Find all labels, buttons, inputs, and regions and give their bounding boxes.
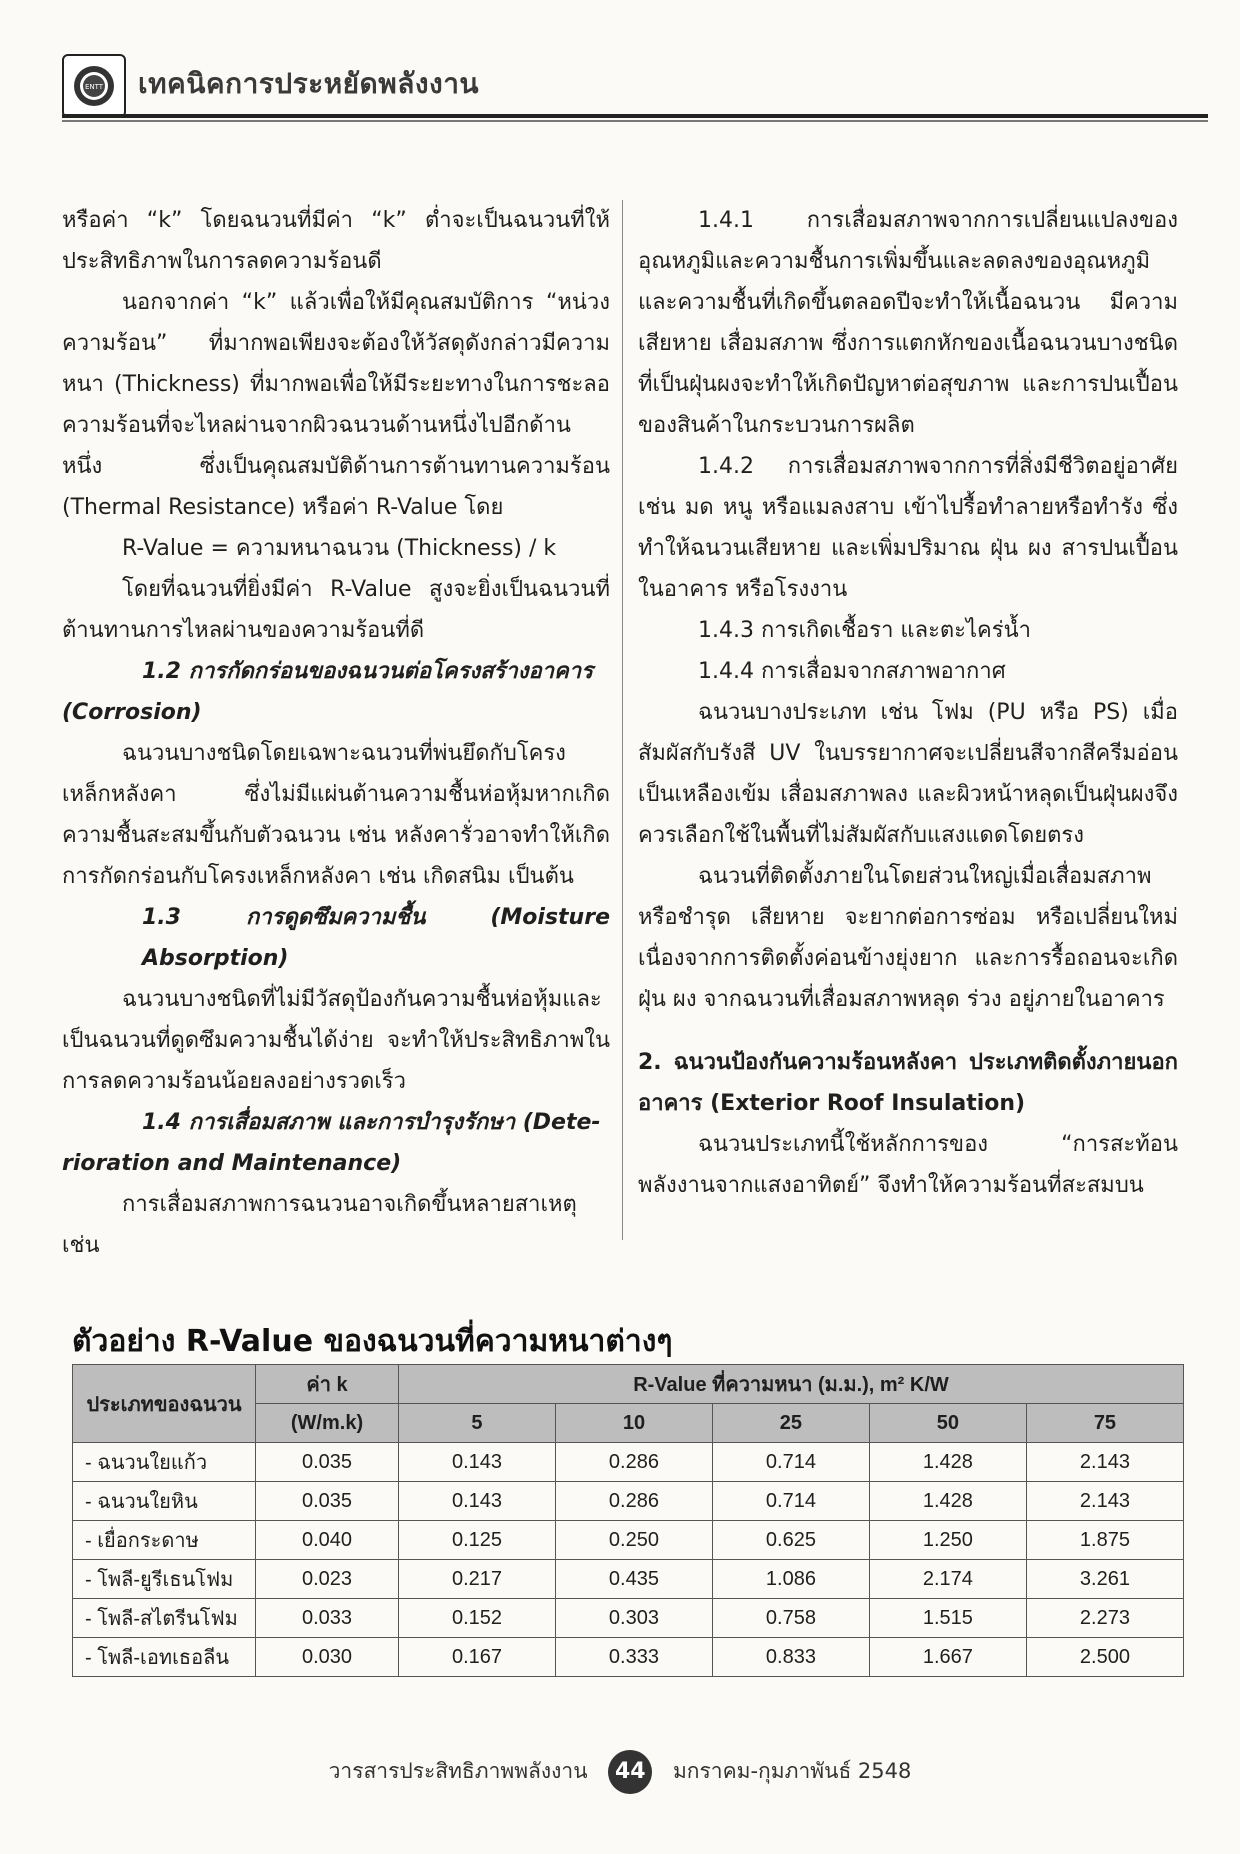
r-value-cell: 1.515 — [869, 1599, 1026, 1638]
r-value-table — [72, 1364, 1184, 1677]
paragraph: 1.4.2 การเสื่อมสภาพจากการที่สิ่งมีชีวิตอยู่อาศัย เช่น มด หนู หรือแมลงสาบ เข้าไปรื้อทำลายหรือทำรัง ซึ่งทำให้ฉนวนเสียหาย และเพิ่มปริมาณ ฝุ่น ผง สารปนเปื้อนในอาคาร หรือโรงงาน — [638, 454, 1178, 602]
table-row — [73, 1521, 1184, 1560]
k-value: 0.033 — [256, 1599, 399, 1638]
paragraph: ฉนวนที่ติดตั้งภายในโดยส่วนใหญ่เมื่อเสื่อมสภาพหรือชำรุด เสียหาย จะยากต่อการซ่อม หรือเปลี่ยนใหม่เนื่องจากการติดตั้งค่อนข้างยุ่งยาก และการรื้อถอนจะเกิดฝุ่น ผง จากฉนวนที่เสื่อมสภาพหลุด ร่วง อยู่ภายในอาคาร — [638, 864, 1178, 1012]
col-header-type: ประเภทของฉนวน — [73, 1365, 256, 1443]
r-value-cell: 0.714 — [712, 1482, 869, 1521]
col-header-k-unit: (W/m.k) — [256, 1404, 399, 1443]
header-divider — [62, 114, 1208, 118]
thickness-header: 5 — [399, 1404, 556, 1443]
table-row — [73, 1638, 1184, 1677]
table-row — [73, 1599, 1184, 1638]
r-value-cell: 0.143 — [399, 1482, 556, 1521]
svg-text:ENTT: ENTT — [84, 83, 104, 91]
insulation-type: - เยื่อกระดาษ — [73, 1521, 256, 1560]
r-value-cell: 0.286 — [555, 1443, 712, 1482]
paragraph: หรือค่า “k” โดยฉนวนที่มีค่า “k” ต่ำจะเป็นฉนวนที่ให้ประสิทธิภาพในการลดความร้อนดี — [62, 208, 610, 274]
k-value: 0.023 — [256, 1560, 399, 1599]
r-value-cell: 1.875 — [1026, 1521, 1183, 1560]
k-value: 0.035 — [256, 1443, 399, 1482]
table-title: ตัวอย่าง R-Value ของฉนวนที่ความหนาต่างๆ — [72, 1324, 673, 1359]
thickness-header: 50 — [869, 1404, 1026, 1443]
r-value-cell: 0.217 — [399, 1560, 556, 1599]
r-value-cell: 0.152 — [399, 1599, 556, 1638]
r-value-cell: 1.428 — [869, 1443, 1026, 1482]
col-header-r-value: R-Value ที่ความหนา (ม.ม.), m² K/W — [399, 1365, 1184, 1404]
table-row — [73, 1443, 1184, 1482]
page-header — [38, 40, 1208, 120]
table-row — [73, 1482, 1184, 1521]
emblem-icon — [72, 64, 116, 108]
subheading-1-4: 1.4 การเสื่อมสภาพ และการบำรุงรักษา (Dete- — [142, 1110, 601, 1135]
issue-date: มกราคม-กุมภาพันธ์ 2548 — [672, 1759, 912, 1783]
r-value-cell: 0.758 — [712, 1599, 869, 1638]
r-value-cell: 0.250 — [555, 1521, 712, 1560]
page-footer — [0, 1750, 1240, 1794]
r-value-cell: 3.261 — [1026, 1560, 1183, 1599]
insulation-type: - โพลี-สไตรีนโฟม — [73, 1599, 256, 1638]
left-column — [62, 200, 610, 1266]
k-value: 0.040 — [256, 1521, 399, 1560]
r-value-cell: 0.833 — [712, 1638, 869, 1677]
subheading-1-2-cont: (Corrosion) — [62, 700, 202, 725]
subheading-1-4-cont: rioration and Maintenance) — [62, 1151, 402, 1176]
r-value-cell: 1.667 — [869, 1638, 1026, 1677]
right-column — [638, 200, 1178, 1206]
r-value-cell: 2.273 — [1026, 1599, 1183, 1638]
r-value-cell: 1.250 — [869, 1521, 1026, 1560]
paragraph: โดยที่ฉนวนที่ยิ่งมีค่า R-Value สูงจะยิ่งเป็นฉนวนที่ต้านทานการไหลผ่านของความร้อนที่ดี — [62, 577, 610, 643]
subheading-1-2: 1.2 การกัดกร่อนของฉนวนต่อโครงสร้างอาคาร — [142, 659, 593, 684]
page-number: 44 — [608, 1750, 652, 1794]
r-value-cell: 2.174 — [869, 1560, 1026, 1599]
k-value: 0.030 — [256, 1638, 399, 1677]
column-divider — [622, 200, 623, 1240]
r-value-cell: 0.143 — [399, 1443, 556, 1482]
r-value-cell: 0.435 — [555, 1560, 712, 1599]
r-value-cell: 0.303 — [555, 1599, 712, 1638]
formula: R-Value = ความหนาฉนวน (Thickness) / k — [122, 536, 557, 561]
section-heading-2: 2. ฉนวนป้องกันความร้อนหลังคา ประเภทติดตั้งภายนอกอาคาร (Exterior Roof Insulation) — [638, 1050, 1178, 1116]
subheading-1-3: 1.3 การดูดซึมความชื้น (Moisture Absorption) — [142, 905, 610, 971]
paragraph: ฉนวนบางชนิดที่ไม่มีวัสดุป้องกันความชื้นห่อหุ้มและเป็นฉนวนที่ดูดซึมความชื้นได้ง่าย จะทำให้ประสิทธิภาพในการลดความร้อนน้อยลงอย่างรวดเร็ว — [62, 987, 610, 1094]
table-row — [73, 1560, 1184, 1599]
header-divider-thin — [62, 120, 1208, 122]
thickness-header: 10 — [555, 1404, 712, 1443]
r-value-cell: 2.143 — [1026, 1443, 1183, 1482]
insulation-type: - โพลี-ยูรีเธนโฟม — [73, 1560, 256, 1599]
logo — [62, 54, 126, 118]
r-value-cell: 2.143 — [1026, 1482, 1183, 1521]
r-value-cell: 0.714 — [712, 1443, 869, 1482]
k-value: 0.035 — [256, 1482, 399, 1521]
thickness-header: 75 — [1026, 1404, 1183, 1443]
col-header-k: ค่า k — [256, 1365, 399, 1404]
insulation-type: - ฉนวนใยแก้ว — [73, 1443, 256, 1482]
paragraph: ฉนวนบางชนิดโดยเฉพาะฉนวนที่พ่นยึดกับโครงเหล็กหลังคา ซึ่งไม่มีแผ่นต้านความชื้นห่อหุ้มหากเกิดความชื้นสะสมขึ้นกับตัวฉนวน เช่น หลังคารั่วอาจทำให้เกิดการกัดกร่อนกับโครงเหล็กหลังคา เช่น เกิดสนิม เป็นต้น — [62, 741, 610, 889]
section-title: เทคนิคการประหยัดพลังงาน — [138, 67, 480, 100]
r-value-cell: 0.333 — [555, 1638, 712, 1677]
paragraph: ฉนวนประเภทนี้ใช้หลักการของ “การสะท้อนพลังงานจากแสงอาทิตย์” จึงทำให้ความร้อนที่สะสมบน — [638, 1132, 1178, 1198]
thickness-header: 25 — [712, 1404, 869, 1443]
paragraph: การเสื่อมสภาพการฉนวนอาจเกิดขึ้นหลายสาเหตุ เช่น — [62, 1192, 577, 1258]
paragraph: ฉนวนบางประเภท เช่น โฟม (PU หรือ PS) เมื่อสัมผัสกับรังสี UV ในบรรยากาศจะเปลี่ยนสีจากสีครีมอ่อนเป็นเหลืองเข้ม เสื่อมสภาพลง และผิวหน้าหลุดเป็นฝุ่นผงจึงควรเลือกใช้ในพื้นที่ไม่สัมผัสกับแสงแดดโดยตรง — [638, 700, 1178, 848]
journal-name: วารสารประสิทธิภาพพลังงาน — [328, 1759, 588, 1783]
r-value-cell: 1.086 — [712, 1560, 869, 1599]
r-value-cell: 0.286 — [555, 1482, 712, 1521]
r-value-cell: 0.167 — [399, 1638, 556, 1677]
r-value-cell: 1.428 — [869, 1482, 1026, 1521]
paragraph: 1.4.4 การเสื่อมจากสภาพอากาศ — [698, 659, 1006, 684]
r-value-cell: 2.500 — [1026, 1638, 1183, 1677]
paragraph: นอกจากค่า “k” แล้วเพื่อให้มีคุณสมบัติการ “หน่วงความร้อน” ที่มากพอเพียงจะต้องให้วัสดุดังกล่าวมีความหนา (Thickness) ที่มากพอเพื่อให้มีระยะทางในการชะลอความร้อนที่จะไหลผ่านจากผิวฉนวนด้านหนึ่งไปอีกด้านหนึ่ง ซึ่งเป็นคุณสมบัติด้านการต้านทานความร้อน (Thermal Resistance) หรือค่า R-Value โดย — [62, 290, 610, 520]
insulation-type: - โพลี-เอทเธอลีน — [73, 1638, 256, 1677]
r-value-cell: 0.625 — [712, 1521, 869, 1560]
insulation-type: - ฉนวนใยหิน — [73, 1482, 256, 1521]
paragraph: 1.4.1 การเสื่อมสภาพจากการเปลี่ยนแปลงของอุณหภูมิและความชื้นการเพิ่มขึ้นและลดลงของอุณหภูมิและความชื้นที่เกิดขึ้นตลอดปีจะทำให้เนื้อฉนวน มีความเสียหาย เสื่อมสภาพ ซึ่งการแตกหักของเนื้อฉนวนบางชนิดที่เป็นฝุ่นผงจะทำให้เกิดปัญหาต่อสุขภาพ และการปนเปื้อนของสินค้าในกระบวนการผลิต — [638, 208, 1178, 438]
paragraph: 1.4.3 การเกิดเชื้อรา และตะไคร่น้ำ — [698, 618, 1031, 643]
r-value-cell: 0.125 — [399, 1521, 556, 1560]
